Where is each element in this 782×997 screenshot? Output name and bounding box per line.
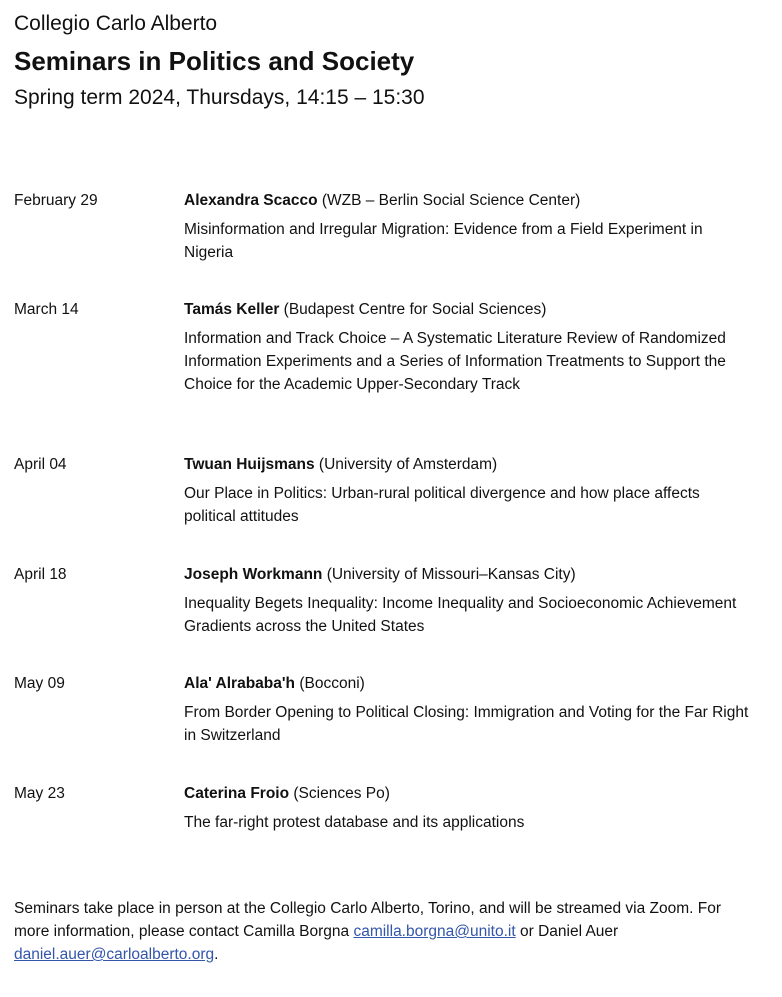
speaker-line: [184, 453, 754, 476]
seminar-date: February 29: [14, 192, 98, 209]
talk-title: Information and Track Choice – A Systematic Literature Review of Randomized Information Experiments and a Series of Information Treatments to Support the Choice for the Academic Upper-Secondary Track: [184, 330, 726, 393]
speaker-name: Caterina Froio: [184, 785, 290, 802]
speaker-name: Ala' Alrababa'h: [184, 675, 296, 692]
speaker-line: [184, 189, 754, 212]
speaker-line: [184, 563, 754, 586]
speaker-affiliation: (Sciences Po): [289, 785, 390, 802]
speaker-name: Tamás Keller: [184, 301, 280, 318]
seminar-date: April 18: [14, 566, 67, 583]
footer-text-middle: or Daniel Auer: [515, 923, 619, 940]
speaker-affiliation: (Budapest Centre for Social Sciences): [279, 301, 547, 318]
seminar-date: May 09: [14, 675, 65, 692]
footer-text-after: .: [214, 946, 219, 963]
page-header: [14, 10, 754, 112]
seminar-info: [184, 453, 754, 528]
speaker-affiliation: (University of Missouri–Kansas City): [322, 566, 576, 583]
seminar-date: May 23: [14, 785, 65, 802]
seminar-info: [184, 189, 754, 264]
seminar-info: [184, 782, 754, 834]
talk-title: Inequality Begets Inequality: Income Inequality and Socioeconomic Achievement Gradients across the United States: [184, 595, 737, 635]
contact-email-link-auer[interactable]: daniel.auer@carloalberto.org: [14, 946, 215, 963]
seminar-info: [184, 563, 754, 638]
page-title: Seminars in Politics and Society: [14, 46, 415, 76]
speaker-line: [184, 298, 754, 321]
speaker-line: [184, 672, 754, 695]
speaker-affiliation: (University of Amsterdam): [314, 456, 498, 473]
footer-text-before: Seminars take place in person at the Collegio Carlo Alberto, Torino, and will be streamed via Zoom. For more information, please contact Camilla Borgna: [14, 900, 722, 940]
speaker-name: Alexandra Scacco: [184, 192, 318, 209]
seminar-info: [184, 672, 754, 747]
speaker-name: Twuan Huijsmans: [184, 456, 315, 473]
talk-title: Our Place in Politics: Urban-rural political divergence and how place affects political attitudes: [184, 485, 700, 525]
seminar-info: [184, 298, 754, 396]
speaker-name: Joseph Workmann: [184, 566, 323, 583]
speaker-affiliation: (Bocconi): [295, 675, 365, 692]
seminar-date: March 14: [14, 301, 79, 318]
term-schedule: Spring term 2024, Thursdays, 14:15 – 15:30: [14, 86, 425, 109]
institution-name: Collegio Carlo Alberto: [14, 12, 218, 35]
speaker-affiliation: (WZB – Berlin Social Science Center): [317, 192, 581, 209]
contact-email-link-borgna[interactable]: camilla.borgna@unito.it: [353, 923, 516, 940]
talk-title: Misinformation and Irregular Migration: Evidence from a Field Experiment in Nigeria: [184, 221, 703, 261]
speaker-line: [184, 782, 754, 805]
seminar-date: April 04: [14, 456, 67, 473]
footer-note: [14, 897, 734, 966]
talk-title: The far-right protest database and its applications: [184, 814, 525, 831]
talk-title: From Border Opening to Political Closing: Immigration and Voting for the Far Right in Switzerland: [184, 704, 749, 744]
